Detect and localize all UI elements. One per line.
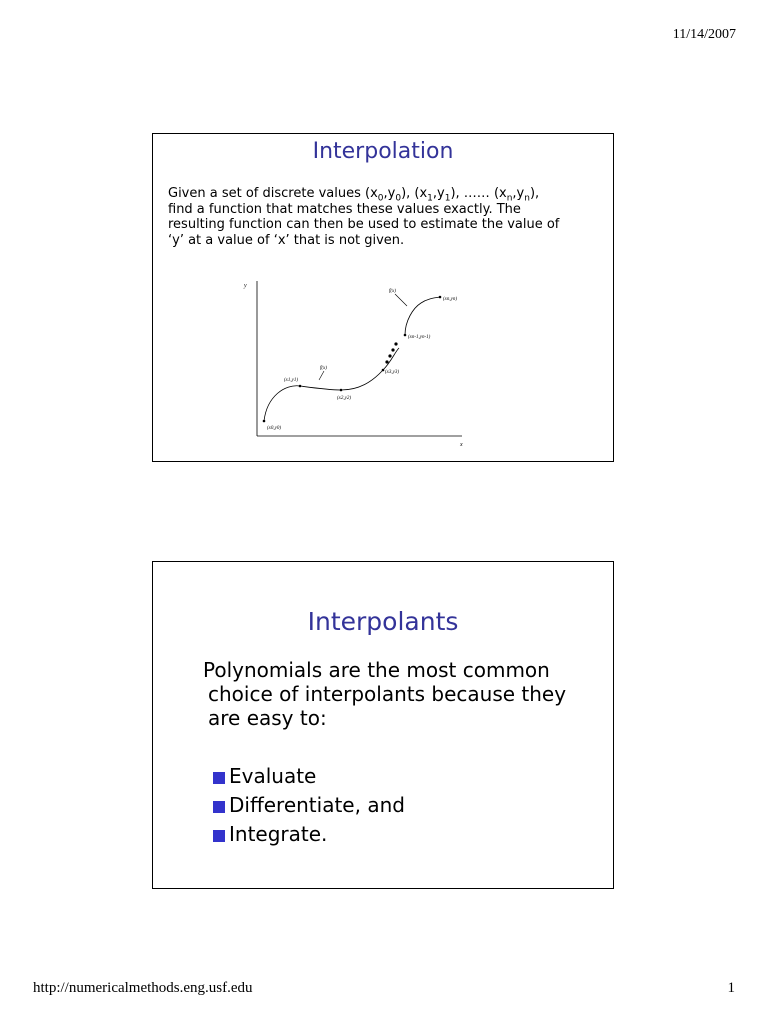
header-date: 11/14/2007 bbox=[672, 27, 736, 42]
body-line-4: ‘y’ at a value of ‘x’ that is not given. bbox=[168, 232, 405, 248]
interpolating-curve bbox=[264, 348, 399, 421]
label-p3: (x3,y3) bbox=[385, 370, 400, 375]
page-number: 1 bbox=[727, 980, 735, 996]
bullet-item bbox=[213, 762, 405, 791]
slide-interpolants bbox=[152, 561, 614, 889]
point-x2 bbox=[340, 389, 343, 392]
slide-body-text bbox=[203, 658, 593, 730]
body-line-2: choice of interpolants because they bbox=[208, 682, 567, 706]
slide-body-text bbox=[168, 186, 598, 248]
arrow-fx-1 bbox=[319, 371, 324, 380]
bullet-text: Evaluate bbox=[229, 764, 317, 788]
label-fx-1: f(x) bbox=[320, 366, 327, 371]
label-pn: (xn,yn) bbox=[443, 297, 458, 302]
interpolating-curve-upper bbox=[405, 297, 440, 335]
point-x1 bbox=[299, 385, 302, 388]
ellipsis-dot bbox=[385, 360, 388, 363]
arrow-fx-3 bbox=[395, 294, 407, 306]
square-bullet-icon bbox=[213, 772, 225, 784]
label-pn1: (xn-1,yn-1) bbox=[408, 335, 431, 340]
bullet-item bbox=[213, 791, 405, 820]
interpolation-diagram bbox=[237, 276, 467, 446]
point-xn1 bbox=[404, 334, 407, 337]
point-xn bbox=[439, 296, 442, 299]
body-line-1: Polynomials are the most common bbox=[203, 658, 550, 682]
body-line-2: find a function that matches these values exactly. The bbox=[168, 201, 521, 217]
label-p2: (x2,y2) bbox=[337, 396, 352, 401]
square-bullet-icon bbox=[213, 830, 225, 842]
point-x3 bbox=[382, 369, 385, 372]
body-line-3: resulting function can then be used to estimate the value of bbox=[168, 217, 560, 232]
square-bullet-icon bbox=[213, 801, 225, 813]
ellipsis-dot bbox=[388, 354, 391, 357]
slide-title: Interpolants bbox=[307, 607, 459, 636]
slide-title: Interpolation bbox=[312, 139, 454, 164]
bullet-list bbox=[213, 762, 405, 849]
y-axis-label: y bbox=[244, 283, 247, 289]
slide-interpolation bbox=[152, 133, 614, 462]
x-axis-label: x bbox=[460, 442, 463, 446]
bullet-text: Differentiate, and bbox=[229, 793, 405, 817]
body-line-3: are easy to: bbox=[208, 706, 327, 730]
label-p0: (x0,y0) bbox=[267, 426, 282, 431]
bullet-item bbox=[213, 820, 405, 849]
body-line-1: Given a set of discrete values $(x_0,y_0)$, $(x_1,y_1)$, …… $(x_n,y_n)$, bbox=[168, 186, 540, 204]
ellipsis-dot bbox=[394, 342, 397, 345]
bullet-text: Integrate. bbox=[229, 822, 328, 846]
footer-url[interactable]: http://numericalmethods.eng.usf.edu bbox=[33, 980, 253, 996]
point-x0 bbox=[263, 420, 266, 423]
label-fx-3: f(x) bbox=[389, 289, 396, 294]
label-p1: (x1,y1) bbox=[284, 378, 299, 383]
ellipsis-dot bbox=[391, 348, 394, 351]
